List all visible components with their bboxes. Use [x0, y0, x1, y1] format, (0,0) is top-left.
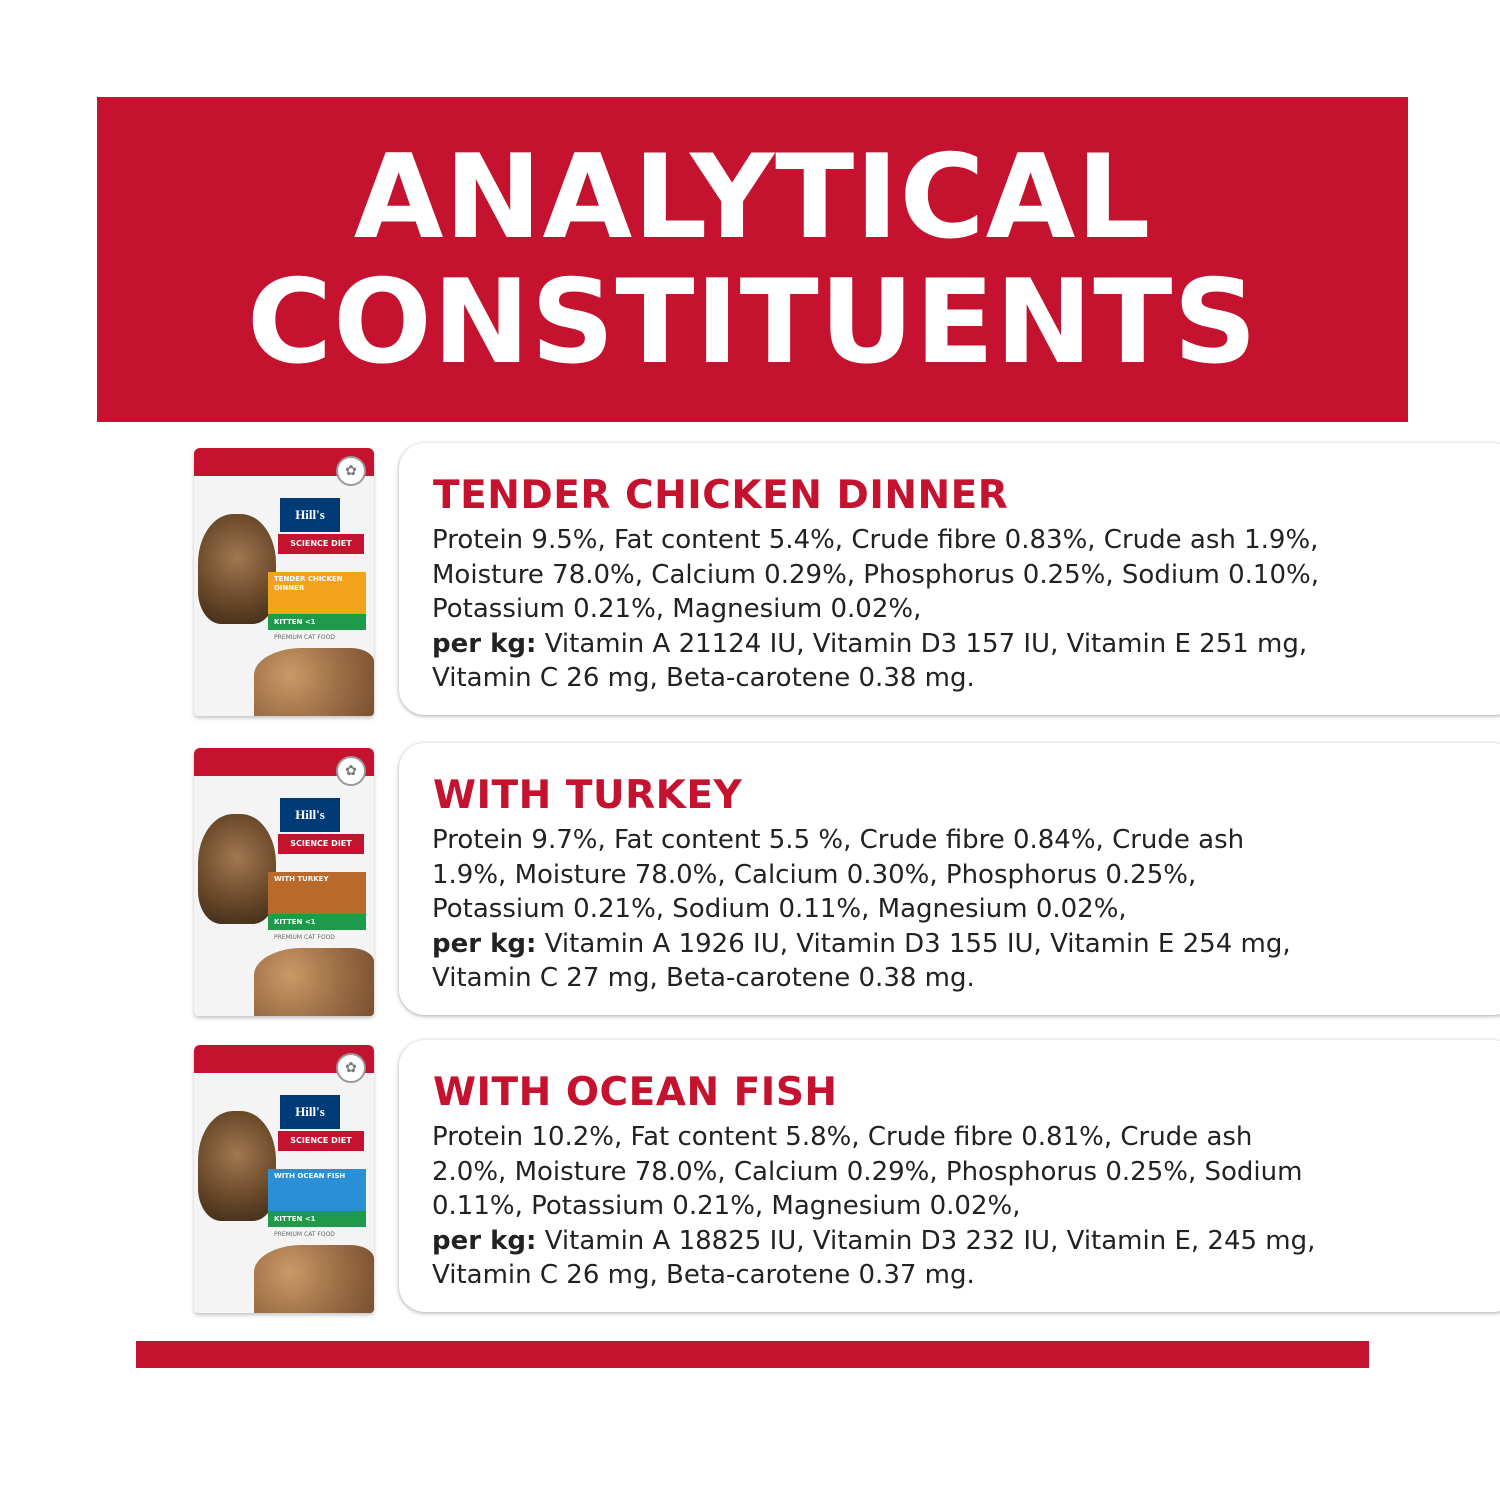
per-kg-text: Vitamin A 18825 IU, Vitamin D3 232 IU, Vitamin E, 245 mg, Vitamin C 26 mg, Beta-carotene 0.37 mg.	[432, 1225, 1316, 1291]
constituents-text: Protein 10.2%, Fat content 5.8%, Crude fibre 0.81%, Crude ash 2.0%, Moisture 78.0%, Calcium 0.29%, Phosphorus 0.25%, Sodium 0.11%, Potassium 0.21%, Magnesium 0.02%,	[432, 1122, 1303, 1222]
kitten-image	[198, 1111, 276, 1221]
brand-logo: Hill's	[280, 1095, 340, 1129]
product-row-ocean-fish	[0, 1040, 1500, 1315]
kitten-image	[198, 514, 276, 624]
product-row-turkey	[0, 743, 1500, 1018]
per-kg-label: per kg:	[432, 628, 537, 659]
product-title: WITH TURKEY	[433, 773, 743, 818]
pouch-flavour-label: WITH TURKEY	[268, 872, 366, 914]
product-pouch-image	[194, 448, 374, 716]
leaf-badge-icon: ✿	[336, 1053, 366, 1083]
pouch-life-stage: KITTEN <1	[268, 614, 366, 630]
per-kg-label: per kg:	[432, 1225, 537, 1256]
header-banner	[97, 97, 1408, 422]
pouch-premium-label: PREMIUM CAT FOOD	[274, 934, 335, 941]
brand-logo: Hill's	[280, 798, 340, 832]
pouch-premium-label: PREMIUM CAT FOOD	[274, 1231, 335, 1238]
page-title-line-2: CONSTITUENTS	[247, 254, 1258, 390]
product-title: TENDER CHICKEN DINNER	[433, 473, 1009, 518]
leaf-badge-icon: ✿	[336, 756, 366, 786]
brand-logo: Hill's	[280, 498, 340, 532]
product-pouch-image	[194, 1045, 374, 1313]
bottom-divider-bar	[136, 1341, 1369, 1368]
product-constituents	[432, 523, 1322, 696]
pouch-premium-label: PREMIUM CAT FOOD	[274, 634, 335, 641]
per-kg-text: Vitamin A 1926 IU, Vitamin D3 155 IU, Vitamin E 254 mg, Vitamin C 27 mg, Beta-carotene 0.38 mg.	[432, 928, 1291, 994]
pouch-life-stage: KITTEN <1	[268, 1211, 366, 1227]
brand-name: SCIENCE DIET	[278, 834, 364, 854]
leaf-badge-icon: ✿	[336, 456, 366, 486]
product-constituents	[432, 1120, 1322, 1293]
constituents-text: Protein 9.7%, Fat content 5.5 %, Crude fibre 0.84%, Crude ash 1.9%, Moisture 78.0%, Calcium 0.30%, Phosphorus 0.25%, Potassium 0.21%, Sodium 0.11%, Magnesium 0.02%,	[432, 825, 1245, 925]
page-title-line-1: ANALYTICAL	[353, 129, 1152, 265]
pouch-flavour-label: TENDER CHICKEN DINNER	[268, 572, 366, 614]
brand-name: SCIENCE DIET	[278, 534, 364, 554]
food-image	[254, 1245, 374, 1313]
per-kg-label: per kg:	[432, 928, 537, 959]
product-row-chicken	[0, 443, 1500, 718]
food-image	[254, 948, 374, 1016]
product-title: WITH OCEAN FISH	[433, 1070, 838, 1115]
brand-name: SCIENCE DIET	[278, 1131, 364, 1151]
pouch-life-stage: KITTEN <1	[268, 914, 366, 930]
per-kg-text: Vitamin A 21124 IU, Vitamin D3 157 IU, Vitamin E 251 mg, Vitamin C 26 mg, Beta-carotene 0.38 mg.	[432, 628, 1308, 694]
product-constituents	[432, 823, 1322, 996]
pouch-flavour-label: WITH OCEAN FISH	[268, 1169, 366, 1211]
product-pouch-image	[194, 748, 374, 1016]
constituents-text: Protein 9.5%, Fat content 5.4%, Crude fibre 0.83%, Crude ash 1.9%, Moisture 78.0%, Calcium 0.29%, Phosphorus 0.25%, Sodium 0.10%, Potassium 0.21%, Magnesium 0.02%,	[432, 525, 1319, 625]
kitten-image	[198, 814, 276, 924]
food-image	[254, 648, 374, 716]
